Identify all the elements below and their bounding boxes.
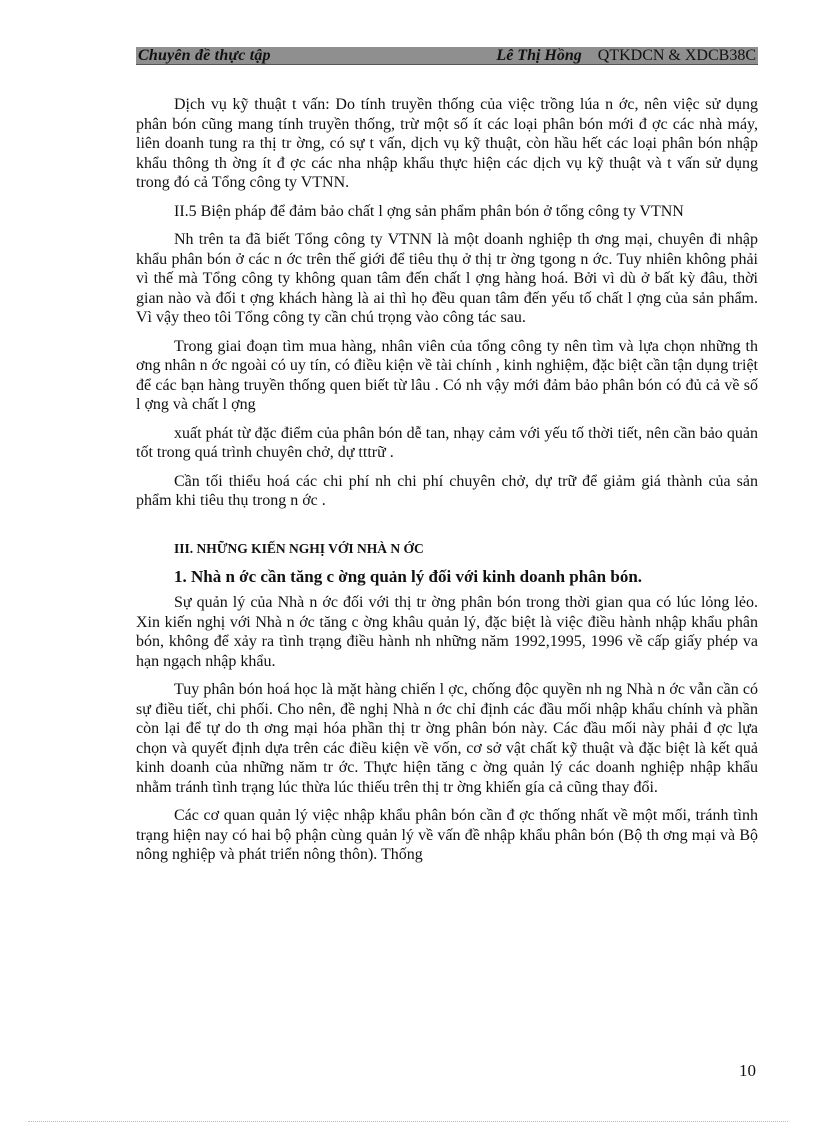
subsection-heading: 1. Nhà n ớc cần tăng c ờng quản lý đối với kinh doanh phân bón. (174, 567, 643, 586)
paragraph: Nh trên ta đã biết Tổng công ty VTNN là một doanh nghiệp th ơng mại, chuyên đi nhập khẩu phân bón ở các n ớc trên thế giới để tiêu thụ ở thị tr ờng tgong n ớc. Tuy nhiên không phải vì thế mà Tổng công ty không quan tâm đến chất l ợng hàng hoá. Bởi vì dù ở bất kỳ đâu, thời gian nào và đối t ợng khách hàng là ai thì họ đều quan tâm đến yếu tố chất l ợng của sản phẩm. Vì vậy theo tôi Tổng công ty cần chú trọng vào công tác sau. (136, 231, 758, 326)
page-header (136, 47, 758, 65)
class-code: QTKDCN & XDCB38C (597, 47, 756, 64)
header-right (496, 47, 758, 64)
paragraph: II.5 Biện pháp để đảm bảo chất l ợng sản phẩm phân bón ở tổng công ty VTNN (174, 202, 684, 220)
document-body (136, 95, 758, 874)
course-title: Chuyên đề thực tập (138, 47, 271, 64)
page-number: 10 (739, 1061, 756, 1080)
paragraph: Cần tối thiểu hoá các chi phí nh chi phí chuyên chở, dự trữ để giảm giá thành của sản phẩm khi tiêu thụ trong n ớc . (136, 472, 758, 509)
section-heading: III. NHỮNG KIẾN NGHỊ VỚI NHÀ N ỚC (174, 540, 424, 556)
paragraph: xuất phát từ đặc điểm của phân bón dễ tan, nhạy cảm với yếu tố thời tiết, nên cần bảo quản tốt trong quá trình chuyên chở, dự tttrữ . (136, 424, 758, 461)
paragraph: Tuy phân bón hoá học là mặt hàng chiến l ợc, chống độc quyền nh ng Nhà n ớc vẫn cần có sự điều tiết, chi phối. Cho nên, đề nghị Nhà n ớc chỉ định các đầu mối nhập khẩu chính và phần còn lại để tự do th ơng mại hóa phần thị tr ờng phân bón này. Các đầu mối này phải đ ợc lựa chọn và quyết định dựa trên các điều kiện về vốn, cơ sở vật chất kỹ thuật và đặc biệt là kết quả kinh doanh của những năm tr ớc. Thực hiện tăng c ờng quản lý các doanh nghiệp nhập khẩu nhằm tránh tình trạng lúc thừa lúc thiếu trên thị tr ờng khiến gía cả cũng thay đổi. (136, 681, 758, 796)
page-bottom-rule (28, 1121, 788, 1122)
paragraph: Sự quản lý của Nhà n ớc đối với thị tr ờng phân bón trong thời gian qua có lúc lỏng lẻo. Xin kiến nghị với Nhà n ớc tăng c ờng khâu quản lý, đặc biệt là việc điều hành nhập khẩu phân bón, không để xảy ra tình trạng điều hành nh những năm 1992,1995, 1996 về cấp giấy phép va hạn ngạch nhập khẩu. (136, 594, 758, 670)
paragraph: Trong giai đoạn tìm mua hàng, nhân viên của tổng công ty nên tìm và lựa chọn những th ơng nhân n ớc ngoài có uy tín, có điều kiện về tài chính , kinh nghiệm, đặc biệt cần tận dụng triệt để các bạn hàng truyền thống quen biết từ lâu . Có nh vậy mới đảm bảo phân bón có đủ cả về số l ợng và chất l ợng (136, 337, 758, 413)
paragraph: Dịch vụ kỹ thuật t vấn: Do tính truyền thống của việc trồng lúa n ớc, nên việc sử dụng phân bón cũng mang tính truyền thống, trừ một số ít các loại phân bón mới đ ợc các nhà máy, liên doanh tung ra thị tr ờng, có sự t vấn, dịch vụ kỹ thuật, còn hầu hết các loại phân bón nhập khẩu thông th ờng ít đ ợc các nha nhập khẩu thực hiện các dịch vụ kỹ thuật và t vấn sử dụng trong đó cả Tổng công ty VTNN. (136, 96, 758, 191)
author-name: Lê Thị Hồng (496, 47, 582, 64)
paragraph: Các cơ quan quản lý việc nhập khẩu phân bón cần đ ợc thống nhất về một mối, tránh tình trạng hiện nay có hai bộ phận cùng quản lý về vấn đề nhập khẩu phân bón (Bộ th ơng mại và Bộ nông nghiệp và phát triển nông thôn). Thống (136, 807, 758, 863)
